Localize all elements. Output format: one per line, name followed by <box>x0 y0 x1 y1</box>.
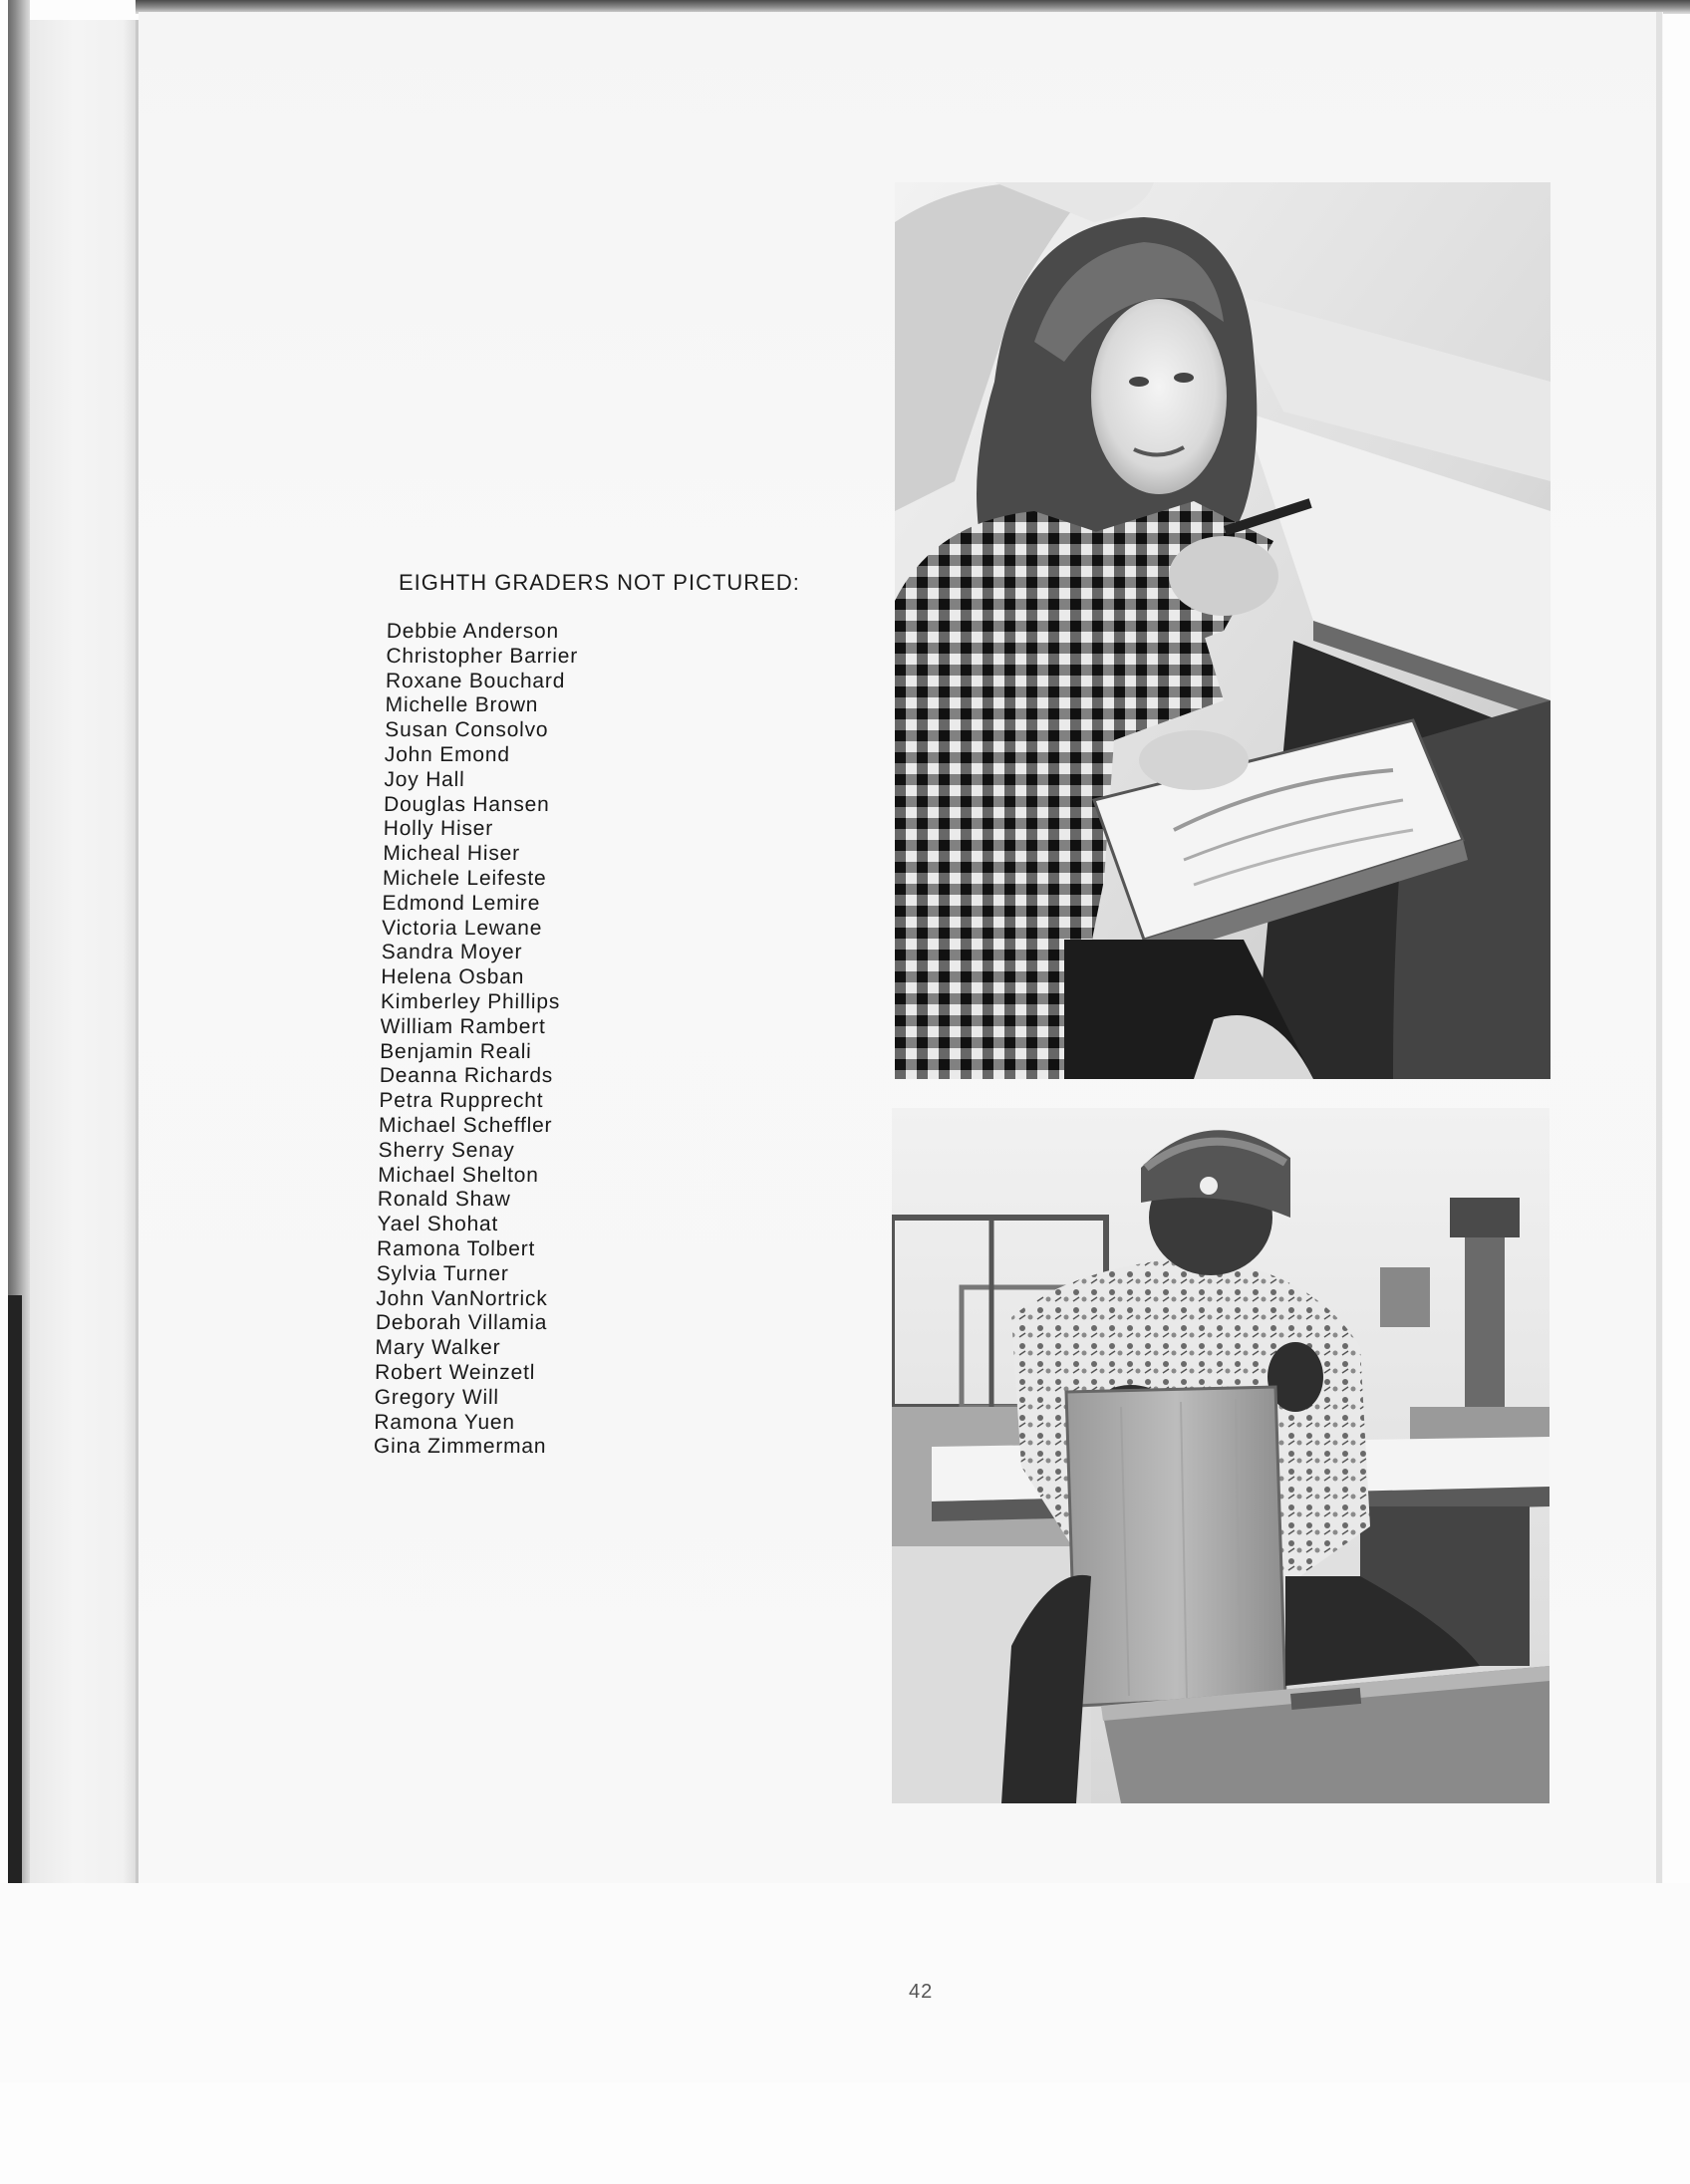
list-item: Petra Rupprecht <box>379 1089 544 1113</box>
photo-student-woodworking-image <box>892 1108 1549 1803</box>
page-heading: EIGHTH GRADERS NOT PICTURED: <box>399 570 800 595</box>
list-item: Michele Leifeste <box>382 866 547 890</box>
list-item: Susan Consolvo <box>385 718 549 742</box>
list-item: Roxane Bouchard <box>385 669 566 692</box>
list-item: Edmond Lemire <box>382 891 541 915</box>
list-item: Sherry Senay <box>378 1138 515 1162</box>
list-item: Kimberley Phillips <box>380 989 561 1013</box>
list-item: Gregory Will <box>374 1385 500 1409</box>
list-item: Sandra Moyer <box>381 941 523 964</box>
list-item: Michelle Brown <box>385 693 539 717</box>
list-item: Victoria Lewane <box>381 916 543 940</box>
scan-bottom-margin <box>0 1883 1690 2082</box>
names-list <box>374 620 579 1460</box>
photo-student-drawing <box>895 182 1550 1079</box>
list-item: Michael Scheffler <box>378 1113 553 1137</box>
list-item: Joy Hall <box>384 767 465 791</box>
list-item: Deborah Villamia <box>375 1311 548 1335</box>
list-item: Deanna Richards <box>379 1064 554 1088</box>
list-item: Yael Shohat <box>377 1213 499 1236</box>
list-item: John VanNortrick <box>376 1286 548 1310</box>
list-item: Benjamin Reali <box>380 1039 532 1063</box>
page-right-edge <box>1656 12 1662 2079</box>
list-item: Helena Osban <box>381 965 525 989</box>
list-item: Holly Hiser <box>383 817 494 841</box>
list-item: Gina Zimmerman <box>373 1435 547 1459</box>
list-item: Michael Shelton <box>378 1163 539 1187</box>
list-item: Robert Weinzetl <box>374 1360 536 1384</box>
page-number: 42 <box>909 1981 934 2003</box>
list-item: John Emond <box>384 742 510 766</box>
list-item: Douglas Hansen <box>383 792 550 816</box>
list-item: Debbie Anderson <box>386 620 560 643</box>
previous-page-edge <box>30 20 140 1883</box>
list-item: Mary Walker <box>375 1336 501 1360</box>
list-item: Ramona Yuen <box>374 1410 516 1434</box>
list-item: Micheal Hiser <box>383 842 521 866</box>
photo-student-woodworking <box>892 1108 1549 1803</box>
list-item: Ronald Shaw <box>377 1188 511 1212</box>
book-cover-edge <box>8 1295 22 1883</box>
list-item: Sylvia Turner <box>376 1261 509 1285</box>
list-item: Christopher Barrier <box>386 644 579 668</box>
list-item: William Rambert <box>380 1014 546 1038</box>
photo-student-drawing-image <box>895 182 1550 1079</box>
list-item: Ramona Tolbert <box>376 1236 536 1260</box>
page-fold-line <box>136 20 139 1883</box>
